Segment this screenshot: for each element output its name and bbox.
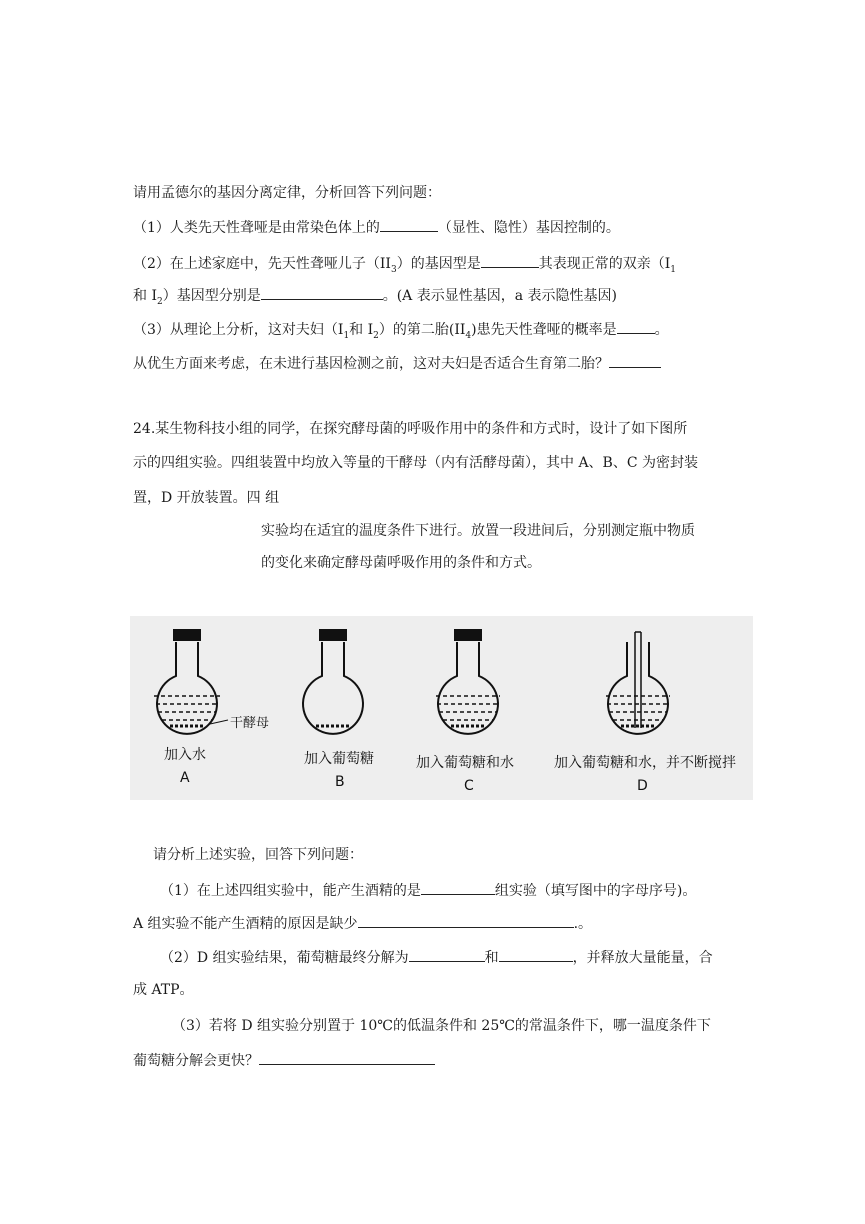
- q23-part3-text-b: ）的第二胎(II: [378, 322, 466, 338]
- question-1-cont-text: A 组实验不能产生酒精的原因是缺少: [133, 916, 358, 932]
- answer-blank-temperature[interactable]: [259, 1049, 435, 1065]
- question-2-text: （2）D 组实验结果，葡萄糖最终分解为: [160, 950, 409, 966]
- flask-c: [436, 630, 500, 734]
- q23-intro: 请用孟德尔的基因分离定律，分析回答下列问题：: [133, 185, 441, 201]
- question-1-cont: [133, 912, 592, 934]
- q23-part2-text-c: 其表现正常的双亲（I: [538, 256, 671, 272]
- q24-line3: 置，D 开放装置。四 组: [133, 490, 280, 506]
- q23-part3-text: （3）从理论上分析，这对夫妇（I: [133, 322, 344, 338]
- q23-part4-text: 从优生方面来考虑，在未进行基因检测之前，这对夫妇是否适合生育第二胎？: [133, 356, 609, 372]
- yeast-label: 干酵母: [230, 716, 270, 731]
- flasks-illustration: [130, 616, 753, 800]
- q23-part2: [133, 252, 676, 274]
- subscript: 2: [373, 330, 379, 341]
- flask-b-caption: 加入葡萄糖: [304, 751, 374, 767]
- q23-part2-cont-text-b: ）基因型分别是: [162, 288, 261, 304]
- questions-intro: 请分析上述实验，回答下列问题：: [153, 847, 363, 863]
- q23-part2-cont-text-c: 。(A 表示显性基因，a 表示隐性基因): [382, 288, 617, 304]
- flask-b: [303, 630, 363, 734]
- question-3: （3）若将 D 组实验分别置于 10℃的低温条件和 25℃的常温条件下，哪一温度条件下: [172, 1018, 711, 1034]
- q23-part3-text-c: )患先天性聋哑的概率是: [471, 322, 617, 338]
- subscript: 1: [670, 264, 676, 275]
- subscript: 4: [465, 330, 472, 341]
- q23-part1-text-end: （显性、隐性）基因控制的。: [437, 220, 620, 236]
- question-1-text-b: 组实验（填写图中的字母序号)。: [494, 883, 697, 899]
- subscript: 2: [156, 296, 163, 307]
- question-3-cont-text: 葡萄糖分解会更快？: [133, 1053, 259, 1069]
- answer-blank-alcohol-groups[interactable]: [421, 879, 495, 895]
- q23-part2-text: （2）在上述家庭中，先天性聋哑儿子（II: [133, 256, 391, 272]
- flask-a: [154, 630, 228, 734]
- answer-blank-dominance[interactable]: [380, 216, 438, 232]
- q23-part2-cont: [133, 284, 617, 306]
- q24-line4: 实验均在适宜的温度条件下进行。放置一段进间后，分别测定瓶中物质: [261, 523, 695, 539]
- q23-part3: [133, 318, 669, 340]
- q24-line1: 24.某生物科技小组的同学，在探究酵母菌的呼吸作用中的条件和方式时，设计了如下图所: [133, 421, 688, 437]
- q23-part1: [133, 216, 620, 238]
- question-3-cont: [133, 1049, 435, 1071]
- answer-blank-parents-genotype[interactable]: [261, 284, 383, 300]
- q24-line2: 示的四组实验。四组装置中均放入等量的干酵母（内有活酵母菌），其中 A、B、C 为密封装: [133, 455, 699, 471]
- q23-part3-text-d: 。: [654, 322, 669, 338]
- q23-part4: [133, 352, 661, 374]
- q24-line5: 的变化来确定酵母菌呼吸作用的条件和方式。: [261, 555, 541, 571]
- question-1: [160, 879, 696, 901]
- experiment-figure: [130, 616, 753, 800]
- question-2-text-c: ，并释放大量能量，合: [572, 950, 713, 966]
- flask-c-letter: C: [464, 778, 474, 794]
- flask-b-letter: B: [335, 774, 345, 790]
- answer-blank-probability[interactable]: [617, 318, 655, 334]
- answer-blank-second-child[interactable]: [609, 352, 661, 368]
- flask-a-caption: 加入水: [164, 747, 206, 763]
- flask-d-caption: 加入葡萄糖和水，并不断搅拌: [554, 755, 736, 771]
- subscript: 1: [343, 330, 350, 341]
- answer-blank-son-genotype[interactable]: [481, 252, 539, 268]
- flask-d: [606, 632, 670, 734]
- question-2: [160, 946, 713, 968]
- question-2-text-b: 和: [484, 950, 499, 966]
- flask-d-letter: D: [637, 778, 648, 794]
- question-1-text: （1）在上述四组实验中，能产生酒精的是: [160, 883, 421, 899]
- question-1-cont-text-b: .。: [573, 916, 593, 932]
- flask-a-letter: A: [180, 770, 190, 786]
- answer-blank-product-2[interactable]: [499, 946, 573, 962]
- q23-part1-text: （1）人类先天性聋哑是由常染色体上的: [133, 220, 380, 236]
- question-2-cont: 成 ATP。: [133, 982, 194, 998]
- flask-c-caption: 加入葡萄糖和水: [416, 755, 514, 771]
- q23-part2-text-b: ）的基因型是: [396, 256, 481, 272]
- subscript: 3: [390, 264, 397, 275]
- q23-part3-text-mid: 和 I: [349, 322, 374, 338]
- q23-part2-cont-text: 和 I: [133, 288, 157, 304]
- answer-blank-product-1[interactable]: [409, 946, 485, 962]
- answer-blank-group-a-reason[interactable]: [358, 912, 574, 928]
